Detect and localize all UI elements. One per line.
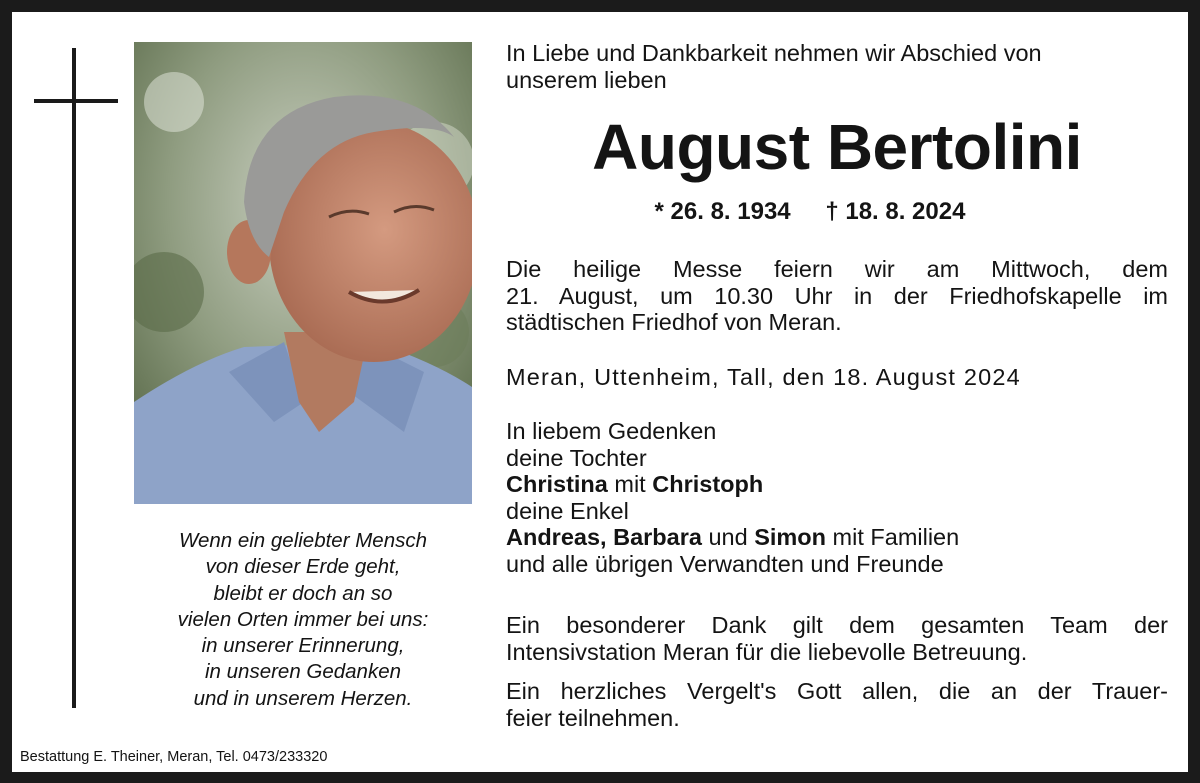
mourners-line: [506, 471, 1168, 498]
connector: mit Familien: [826, 524, 960, 550]
intro-line: unserem lieben: [506, 66, 667, 93]
thanks-line: Ein besonderer Dank gilt dem gesamten Team der: [506, 612, 1168, 638]
portrait-photo: [134, 42, 472, 504]
gratitude-line: Ein herzliches Vergelt's Gott allen, die an der Trauer-: [506, 678, 1168, 704]
deceased-name: August Bertolini: [592, 111, 1082, 183]
grandchildren-names: Andreas, Barbara: [506, 524, 702, 550]
mourners-line: deine Enkel: [506, 497, 629, 524]
mass-announcement: [506, 256, 1168, 336]
poem-line: in unseren Gedanken: [204, 660, 402, 684]
death-date: † 18. 8. 2024: [825, 198, 966, 225]
mass-line: städtischen Friedhof von Meran.: [506, 309, 842, 335]
partner-name: Christoph: [652, 471, 764, 497]
poem-line: bleibt er doch an so: [213, 581, 393, 605]
life-dates: [580, 198, 1040, 226]
poem-line: Wenn ein geliebter Mensch: [178, 529, 428, 552]
grandchild-name: Simon: [754, 524, 827, 550]
birth-date: * 26. 8. 1934: [654, 198, 791, 225]
intro-text: [506, 40, 1168, 93]
intro-line: In Liebe und Dankbarkeit nehmen wir Abschied von: [506, 40, 1042, 66]
cross-icon: [72, 48, 76, 708]
cross-icon-bar: [34, 99, 118, 103]
place-date: Meran, Uttenheim, Tall, den 18. August 2024: [506, 364, 1021, 390]
gratitude-line: feier teilnehmen.: [506, 704, 680, 731]
gratitude-text: [506, 678, 1168, 731]
thanks-line: Intensivstation Meran für die liebevolle Betreuung.: [506, 638, 1028, 665]
mourners-line: und alle übrigen Verwandten und Freunde: [506, 550, 944, 577]
funeral-home-footer: Bestattung E. Theiner, Meran, Tel. 0473/233320: [20, 749, 328, 765]
poem-line: und in unserem Herzen.: [193, 686, 413, 710]
connector: mit: [607, 471, 653, 497]
mass-line: 21. August, um 10.30 Uhr in der Friedhofskapelle im: [506, 282, 1168, 309]
poem-line: in unserer Erinnerung,: [201, 634, 405, 658]
poem: [134, 528, 472, 712]
mourners-line: [506, 524, 1168, 551]
mourners-line: deine Tochter: [506, 444, 647, 471]
poem-line: von dieser Erde geht,: [205, 555, 401, 579]
thanks-text: [506, 612, 1168, 665]
daughter-name: Christina: [506, 471, 608, 497]
mass-line: Die heilige Messe feiern wir am Mittwoch, dem: [506, 256, 1168, 282]
mourners: [506, 418, 1168, 577]
mourners-line: In liebem Gedenken: [506, 418, 717, 444]
poem-line: vielen Orten immer bei uns:: [177, 607, 429, 631]
connector: und: [701, 524, 755, 550]
